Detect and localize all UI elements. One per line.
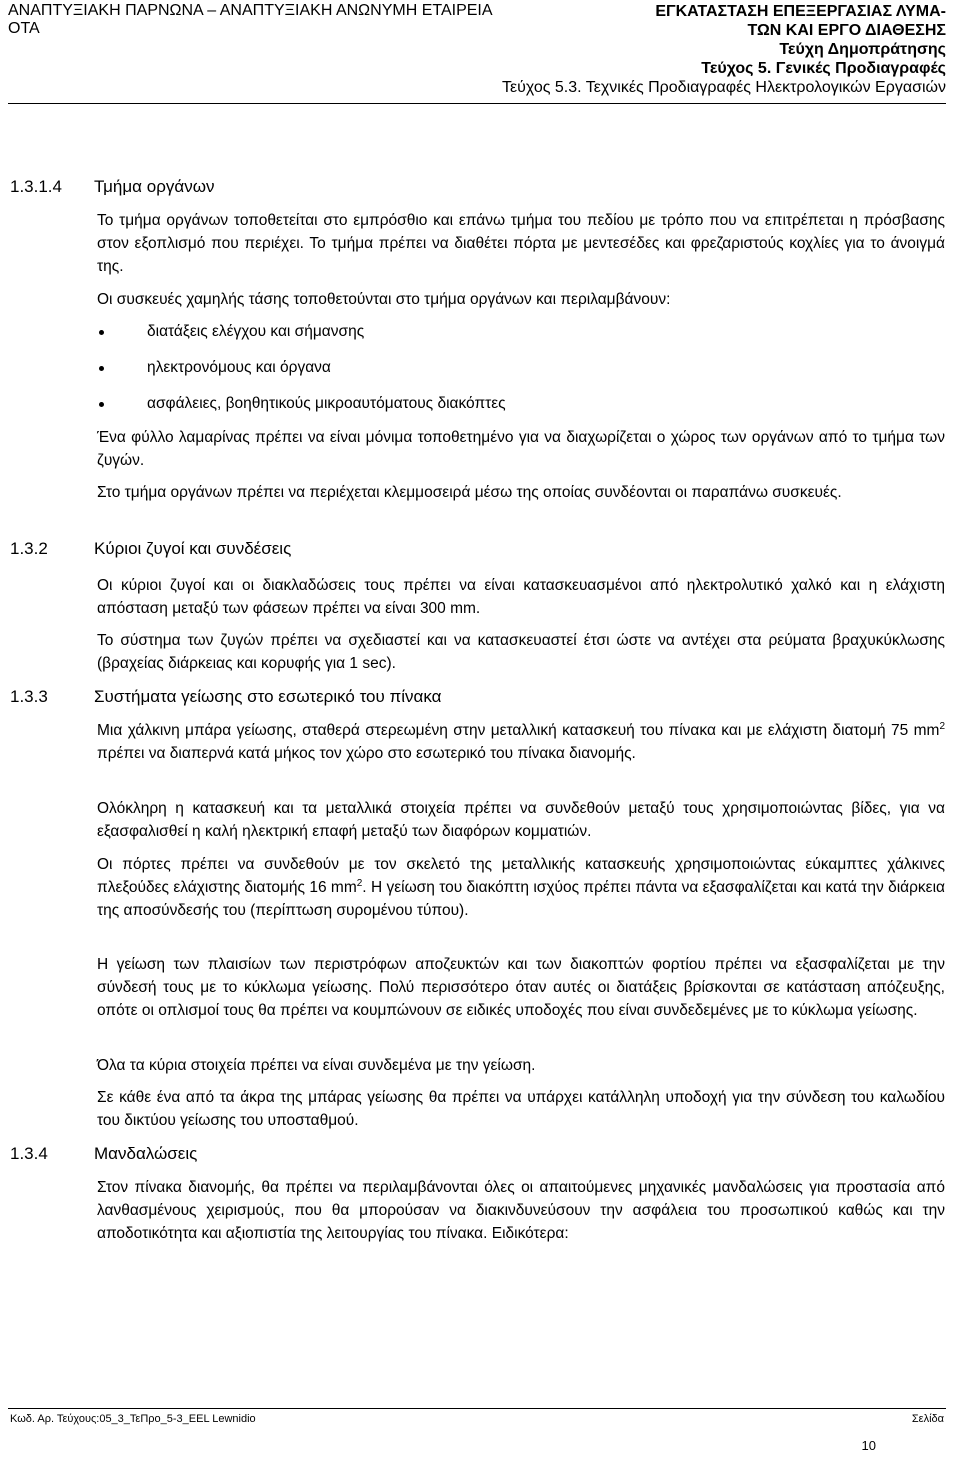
superscript: 2 bbox=[356, 877, 363, 889]
section-title: Κύριοι ζυγοί και συνδέσεις bbox=[94, 539, 292, 558]
header-left bbox=[8, 2, 608, 38]
footer-page-label: Σελίδα bbox=[911, 1413, 944, 1425]
section-title: Τμήμα οργάνων bbox=[94, 177, 215, 196]
paragraph: Το τμήμα οργάνων τοποθετείται στο εμπρόσθιο και επάνω τμήμα του πεδίου με τρόπο που να επιτρέπεται η πρόσβασης στον εξοπλισμό που περιέχει. Το τμήμα πρέπει να διαθέτει πόρτα με μεντεσέδες και φρεζαριστούς κοχλίες για το άνοιγμά της. bbox=[97, 212, 945, 275]
superscript: 2 bbox=[939, 720, 945, 732]
section-number: 1.3.2 bbox=[10, 539, 48, 558]
paragraph: Οι κύριοι ζυγοί και οι διακλαδώσεις τους πρέπει να είναι κατασκευασμένοι από ηλεκτρολυτικό χαλκό και η ελάχιστη απόσταση μεταξύ των φάσεων πρέπει να είναι 300 mm. bbox=[97, 577, 945, 617]
bullet-icon bbox=[99, 402, 104, 407]
paragraph-text: πρέπει να διαπερνά κατά μήκος τον χώρο στο εσωτερικό του πίνακα διανομής. bbox=[97, 745, 636, 762]
section-heading-1314 bbox=[10, 177, 214, 197]
section-number: 1.3.3 bbox=[10, 687, 48, 706]
header-right-line4: Τεύχος 5. Γενικές Προδιαγραφές bbox=[701, 60, 946, 77]
list-item-text: διατάξεις ελέγχου και σήμανσης bbox=[147, 323, 365, 340]
list-item-text: ηλεκτρονόμους και όργανα bbox=[147, 359, 331, 376]
paragraph: Ένα φύλλο λαμαρίνας πρέπει να είναι μόνιμα τοποθετημένο για να διαχωρίζεται ο χώρος των οργάνων από το τμήμα των ζυγών. bbox=[97, 429, 945, 469]
bullet-icon bbox=[99, 330, 104, 335]
paragraph: Σε κάθε ένα από τα άκρα της μπάρας γείωσης θα πρέπει να υπάρχει κατάλληλη υποδοχή για την σύνδεση του καλωδίου του δικτύου γείωσης του υποσταθμού. bbox=[97, 1089, 945, 1129]
paragraph: Η γείωση των πλαισίων των περιστρόφων αποζευκτών και των διακοπτών φορτίου πρέπει να εξασφαλίζεται με την σύνδεσή τους με το κύκλωμα γείωσης. Πολύ περισσότερο όταν αυτές οι διατάξεις βρίσκονται σε κατάσταση απόζευξης, οπότε οι οπλισμοί τους θα πρέπει να κουμπώνουν σε ειδικές υποδοχές που είναι συνδεδεμένες με το κύκλωμα γείωσης. bbox=[97, 956, 945, 1019]
header-left-line1: ΑΝΑΠΤΥΞΙΑΚΗ ΠΑΡΝΩΝΑ – ΑΝΑΠΤΥΞΙΑΚΗ ΑΝΩΝΥΜΗ ΕΤΑΙΡΕΙΑ bbox=[8, 2, 493, 19]
paragraph bbox=[97, 719, 945, 765]
header-divider bbox=[8, 103, 946, 104]
paragraph: Στον πίνακα διανομής, θα πρέπει να περιλαμβάνονται όλες οι απαιτούμενες μηχανικές μανδαλώσεις για προστασία από λανθασμένους χειρισμούς, που θα μπορούσαν να διακινδυνεύσουν την ασφάλεια του προσωπικού καθώς και την αποδοτικότητα και αξιοπιστία της λειτουργίας του πίνακα. Ειδικότερα: bbox=[97, 1179, 945, 1242]
header-subtitle: Τεύχος 5.3. Τεχνικές Προδιαγραφές Ηλεκτρολογικών Εργασιών bbox=[501, 79, 946, 96]
footer-page-number: 10 bbox=[861, 1438, 876, 1453]
paragraph: Το σύστημα των ζυγών πρέπει να σχεδιαστεί και να κατασκευαστεί έτσι ώστε να αντέχει στα ρεύματα βραχυκύκλωσης (βραχείας διάρκειας και κορυφής για 1 sec). bbox=[97, 632, 945, 672]
list-item-text: ασφάλειες, βοηθητικούς μικροαυτόματους διακόπτες bbox=[147, 395, 506, 412]
paragraph-text: Μια χάλκινη μπάρα γείωσης, σταθερά στερεωμένη στην μεταλλική κατασκευή του πίνακα και με ελάχιστη διατομή 75 mm bbox=[97, 722, 940, 739]
paragraph: Ολόκληρη η κατασκευή και τα μεταλλικά στοιχεία πρέπει να συνδεθούν μεταξύ τους χρησιμοποιώντας βίδες, για να εξασφαλισθεί η καλή ηλεκτρική επαφή μεταξύ των διαφόρων κομματιών. bbox=[97, 800, 945, 840]
paragraph: Οι συσκευές χαμηλής τάσης τοποθετούνται στο τμήμα οργάνων και περιλαμβάνουν: bbox=[97, 291, 671, 308]
header-right bbox=[606, 2, 946, 78]
section-title: Μανδαλώσεις bbox=[94, 1144, 198, 1163]
section-heading-134 bbox=[10, 1144, 197, 1164]
header-right-line2: ΤΩΝ ΚΑΙ ΕΡΓΟ ΔΙΑΘΕΣΗΣ bbox=[747, 22, 946, 39]
header-left-line2: ΟΤΑ bbox=[8, 20, 40, 37]
paragraph: Όλα τα κύρια στοιχεία πρέπει να είναι συνδεμένα με την γείωση. bbox=[97, 1057, 536, 1074]
paragraph: Στο τμήμα οργάνων πρέπει να περιέχεται κλεμμοσειρά μέσω της οποίας συνδέονται οι παραπάνω συσκευές. bbox=[97, 484, 842, 501]
section-number: 1.3.1.4 bbox=[10, 177, 62, 196]
footer-divider bbox=[8, 1408, 946, 1409]
section-heading-133 bbox=[10, 687, 441, 707]
paragraph-text: . Η γείωση του διακόπτη ισχύος πρέπει πάντα να εξασφαλίζεται και κατά την διάρκεια της αποσύνδεσής του (περίπτωση συρομένου τύπου). bbox=[97, 879, 945, 919]
paragraph-text: Οι πόρτες πρέπει να συνδεθούν με τον σκελετό της μεταλλικής κατασκευής χρησιμοποιώντας εύκαμπτες χάλκινες πλεξούδες ελάχιστης διατομής 16 mm bbox=[97, 856, 945, 896]
section-number: 1.3.4 bbox=[10, 1144, 48, 1163]
section-heading-132 bbox=[10, 539, 291, 559]
header-right-line1: ΕΓΚΑΤΑΣΤΑΣΗ ΕΠΕΞΕΡΓΑΣΙΑΣ ΛΥΜΑ- bbox=[655, 3, 946, 20]
section-title: Συστήματα γείωσης στο εσωτερικό του πίνακα bbox=[94, 687, 442, 706]
paragraph bbox=[97, 853, 945, 922]
footer-code: Κωδ. Αρ. Τεύχους:05_3_ΤεΠρο_5-3_EEL Lewnidio bbox=[10, 1413, 256, 1425]
bullet-icon bbox=[99, 366, 104, 371]
header-right-line3: Τεύχη Δημοπράτησης bbox=[779, 41, 946, 58]
